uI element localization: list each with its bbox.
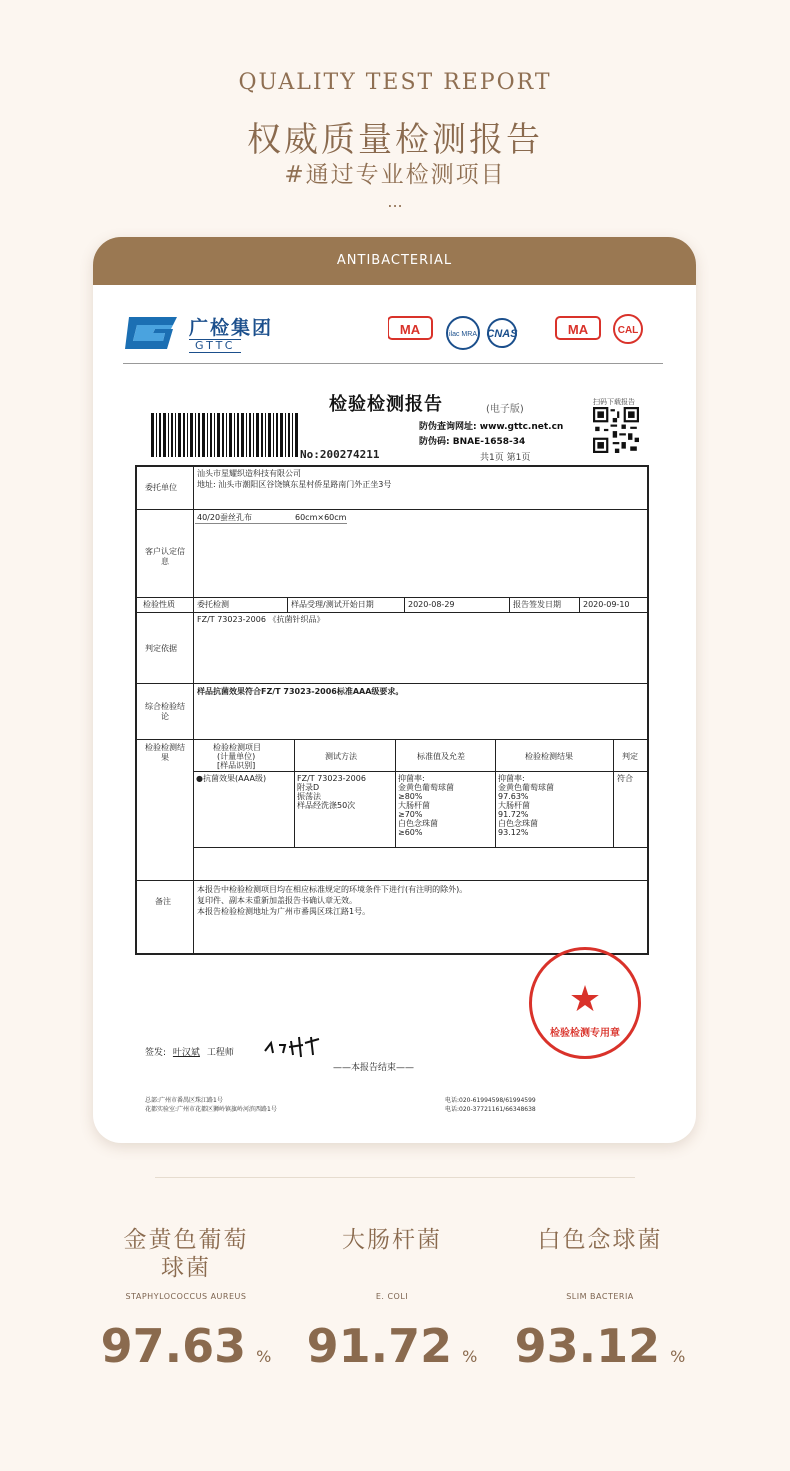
anti-url-label: 防伪查询网址: <box>419 422 477 432</box>
col-item-id: [样品识别] <box>217 761 256 770</box>
basis-label: 判定依据 <box>145 644 177 653</box>
stat-value-wrap <box>282 1319 502 1373</box>
row-result-3: 大肠杆菌 <box>498 801 530 810</box>
barcode-icon <box>151 413 299 457</box>
row-standard-1: 金黄色葡萄球菌 <box>398 783 454 792</box>
stat-value: 91.72 <box>306 1319 453 1373</box>
conclusion-label: 综合检验结论 <box>145 702 185 721</box>
header-title-cn: 权威质量检测报告 <box>247 120 543 160</box>
qr-label: 扫码下载报告 <box>593 398 635 406</box>
footer-tel-2: 电话:020-37721161/66348638 <box>445 1106 536 1113</box>
cert-cnas: CNAS <box>486 328 518 340</box>
page-info: 共1页 第1页 <box>480 453 531 463</box>
report-number: No:200274211 <box>300 448 380 461</box>
row-standard-3: 大肠杆菌 <box>398 801 430 810</box>
org-abbr: GTTC <box>189 339 241 353</box>
header-dots: ... <box>387 192 403 211</box>
remark-1: 复印件、副本未重新加盖报告书确认章无效。 <box>197 896 357 905</box>
cert-cal: CAL <box>617 325 639 336</box>
header-subtitle: #通过专业检测项目 <box>284 162 506 188</box>
header-rule <box>123 363 663 364</box>
report-document <box>93 285 696 1143</box>
col-item: 检验检测项目 <box>213 743 261 752</box>
gttc-logo-icon <box>123 315 179 351</box>
nature-label: 检验性质 <box>143 600 175 609</box>
report-table <box>135 465 649 955</box>
row-result-6: 93.12% <box>498 828 529 837</box>
row-standard-5: 白色念珠菌 <box>398 819 438 828</box>
remarks-label: 备注 <box>155 897 171 906</box>
signer-name: 叶汉斌 <box>172 1048 200 1058</box>
sample-date-label: 样品受理/测试开始日期 <box>291 600 374 609</box>
row-judge: 符合 <box>617 774 633 783</box>
col-result: 检验检测结果 <box>525 752 573 761</box>
report-edition: (电子版) <box>486 404 524 415</box>
stat-value-wrap <box>490 1319 710 1373</box>
results-label: 检验检测结果 <box>145 743 185 762</box>
row-method-1: 附录D <box>297 783 320 792</box>
client-name: 汕头市星耀织造科技有限公司 <box>197 469 301 478</box>
col-item-unit: (计量单位) <box>217 752 256 761</box>
footer-tel-1: 电话:020-61994598/61994599 <box>445 1097 536 1104</box>
anti-code-value: BNAE-1658-34 <box>452 437 526 447</box>
stat-value: 93.12 <box>514 1319 661 1373</box>
remark-0: 本报告中检验检测项目均在相应标准规定的环境条件下进行(有注明的除外)。 <box>197 885 468 894</box>
basis-value: FZ/T 73023-2006 《抗菌针织品》 <box>197 615 325 624</box>
row-standard-0: 抑菌率: <box>398 774 425 783</box>
row-item: ●抗菌效果(AAA级) <box>196 774 267 783</box>
row-method-3: 样品经洗涤50次 <box>297 801 356 810</box>
stat-unit: % <box>256 1347 272 1366</box>
qr-code-icon <box>593 407 639 453</box>
official-stamp <box>529 947 641 1059</box>
stat-unit: % <box>462 1347 478 1366</box>
stat-en: E. COLI <box>375 1292 409 1301</box>
confirm-label: 客户认定信息 <box>145 547 185 566</box>
stat-en: SLIM BACTERIA <box>566 1292 634 1301</box>
cert-ilac: ilac MRA <box>448 331 478 338</box>
col-method: 测试方法 <box>325 752 357 761</box>
header-title-en: QUALITY TEST REPORT <box>238 70 552 95</box>
row-standard-6: ≥60% <box>398 828 423 837</box>
stat-value: 97.63 <box>100 1319 247 1373</box>
confirm-size: 60cm×60cm <box>295 513 347 522</box>
sample-date: 2020-08-29 <box>408 600 455 609</box>
stat-name: 白色念球菌 <box>537 1227 663 1253</box>
col-standard: 标准值及允差 <box>417 752 465 761</box>
row-result-2: 97.63% <box>498 792 529 801</box>
report-title: 检验检测报告 <box>329 394 443 415</box>
cert-ma-1: MA <box>399 322 421 337</box>
row-method-0: FZ/T 73023-2006 <box>297 774 366 783</box>
footer-lab: 花都实验室:广州市花都区狮岭镇旗岭河滨西路1号 <box>145 1106 277 1113</box>
anti-code-line <box>419 434 525 447</box>
row-standard-2: ≥80% <box>398 792 423 801</box>
remark-2: 本报告检验检测地址为广州市番禺区珠江路1号。 <box>197 907 371 916</box>
signer-title: 工程师 <box>206 1048 234 1058</box>
confirm-info: 40/20蚕丝孔布 <box>197 513 253 522</box>
stat-staphylococcus <box>76 1226 296 1373</box>
cert-ma-2: MA <box>567 322 589 337</box>
report-card <box>93 237 696 1143</box>
anti-code-label: 防伪码: <box>419 437 450 447</box>
stat-unit: % <box>670 1347 686 1366</box>
row-method-2: 振荡法 <box>297 792 321 801</box>
card-tab-label: ANTIBACTERIAL <box>93 237 696 285</box>
nature-value: 委托检测 <box>197 600 229 609</box>
row-result-1: 金黄色葡萄球菌 <box>498 783 554 792</box>
stat-en: STAPHYLOCOCCUS AUREUS <box>125 1292 247 1301</box>
stat-ecoli <box>282 1226 502 1373</box>
section-divider <box>155 1177 635 1178</box>
conclusion-value: 样品抗菌效果符合FZ/T 73023-2006标准AAA级要求。 <box>197 687 404 696</box>
stat-candida <box>490 1226 710 1373</box>
stamp-star-icon: ★ <box>568 979 602 1020</box>
row-result-4: 91.72% <box>498 810 529 819</box>
col-judge: 判定 <box>622 752 638 761</box>
stat-value-wrap <box>76 1319 296 1373</box>
org-name: 广检集团 <box>189 317 274 339</box>
client-address: 地址: 汕头市潮阳区谷饶镇东星村侨星路南门外正坐3号 <box>197 480 392 489</box>
row-result-5: 白色念珠菌 <box>498 819 538 828</box>
footer-hq: 总部:广州市番禺区珠江路1号 <box>145 1097 223 1104</box>
stat-name: 大肠杆菌 <box>342 1227 442 1253</box>
issue-date: 2020-09-10 <box>583 600 630 609</box>
row-result-0: 抑菌率: <box>498 774 525 783</box>
stat-name: 金黄色葡萄球菌 <box>123 1227 249 1281</box>
client-label: 委托单位 <box>145 483 177 492</box>
stamp-text: 检验检测专用章 <box>550 1028 620 1039</box>
row-standard-4: ≥70% <box>398 810 423 819</box>
anti-url-line <box>419 419 563 432</box>
handwritten-signature-icon <box>263 1033 333 1059</box>
anti-url-value: www.gttc.net.cn <box>479 422 564 432</box>
sign-label: 签发: <box>145 1048 167 1058</box>
end-text: ——本报告结束—— <box>333 1063 415 1073</box>
issue-date-label: 报告签发日期 <box>513 600 561 609</box>
certification-marks <box>388 313 663 358</box>
signature-line <box>145 1045 234 1058</box>
